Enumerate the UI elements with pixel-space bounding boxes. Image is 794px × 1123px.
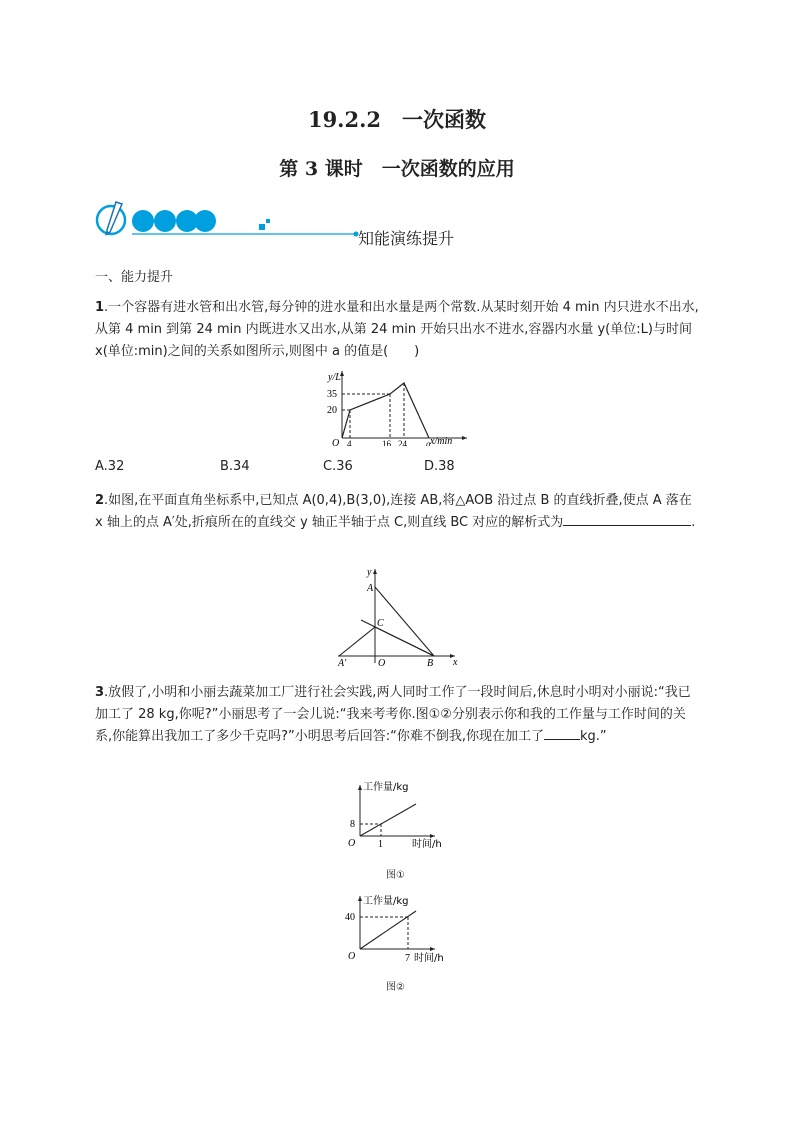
water-line — [342, 383, 429, 438]
x-axis-label: 时间/h — [414, 953, 444, 964]
x-tick: a — [426, 439, 431, 446]
question-number: 2 — [95, 493, 105, 508]
answer-blank[interactable] — [563, 513, 691, 526]
y-axis-label: y/L — [328, 372, 341, 383]
origin-label: O — [332, 438, 340, 446]
point-a-prime-label: A′ — [338, 658, 347, 669]
q3-figure-2 — [340, 891, 455, 967]
x-tick: 24 — [398, 439, 407, 446]
x-axis-label: 时间/h — [412, 839, 442, 850]
question-text-end: kg.” — [580, 729, 607, 744]
x-tick: 16 — [382, 439, 391, 446]
option-c: C.36 — [323, 459, 353, 474]
figure-2-caption: 图② — [386, 982, 405, 993]
origin-label: O — [348, 951, 356, 962]
banner-dot — [194, 210, 216, 232]
x-tick: 1 — [378, 839, 383, 850]
option-d: D.38 — [424, 459, 455, 474]
point-b-label: B — [427, 658, 434, 669]
banner-square — [259, 224, 265, 230]
option-a: A.32 — [95, 459, 125, 474]
banner-dot — [154, 210, 176, 232]
question-2 — [95, 490, 700, 534]
answer-blank[interactable] — [544, 727, 580, 740]
x-axis-label: x/min — [430, 436, 453, 446]
question-number: 1 — [95, 300, 105, 315]
banner-square — [266, 219, 270, 223]
y-tick: 20 — [327, 405, 337, 416]
question-number: 3 — [95, 685, 105, 700]
banner-label: 知能演练提升 — [358, 229, 455, 248]
question-text: .一个容器有进水管和出水管,每分钟的进水量和出水量是两个常数.从某时刻开始 4 min 内只进水不出水,从第 4 min 到第 24 min 内既进水又出水,从第 24 min 开始只出水不进水,容器内水量 y(单位:L)与时间 x(单位:min)之间的关系如图所示,则图中 a 的值是( ) — [95, 300, 699, 359]
x-axis-label: x — [453, 657, 458, 668]
point-c-label: C — [377, 618, 384, 629]
option-b: B.34 — [220, 459, 250, 474]
segment-ab — [375, 587, 434, 656]
question-text-end: . — [691, 515, 696, 530]
origin-label: O — [378, 658, 386, 669]
origin-label: O — [348, 838, 356, 849]
section-banner — [92, 198, 362, 244]
figure-1-caption: 图① — [386, 870, 405, 881]
y-tick: 8 — [350, 819, 355, 830]
pen-logo-icon — [97, 202, 125, 236]
section-heading: 一、能力提升 — [95, 270, 174, 285]
y-tick: 35 — [327, 389, 337, 400]
fold-line — [361, 620, 434, 656]
y-axis-label: 工作量/kg — [363, 782, 409, 793]
q3-figure-1 — [340, 780, 450, 852]
work-line — [360, 804, 416, 836]
q1-graph — [322, 366, 472, 446]
question-text: .如图,在平面直角坐标系中,已知点 A(0,4),B(3,0),连接 AB,将△AOB 沿过点 B 的直线折叠,使点 A 落在 x 轴上的点 A′处,折痕所在的直线交 y 轴正半轴于点 C,则直线 BC 对应的解析式为 — [95, 493, 692, 530]
question-3 — [95, 682, 700, 748]
question-text: .放假了,小明和小丽去蔬菜加工厂进行社会实践,两人同时工作了一段时间后,休息时小明对小丽说:“我已加工了 28 kg,你呢?”小丽思考了一会儿说:“我来考考你.图①②分别表示你和我的工作量与工作时间的关系,你能算出我加工了多少千克吗?”小明思考后回答:“你难不倒我,你现在加工了 — [95, 685, 691, 744]
banner-dot — [132, 210, 154, 232]
x-tick: 4 — [347, 439, 352, 446]
page-subtitle: 第 3 课时 一次函数的应用 — [279, 158, 515, 180]
point-a-label: A — [367, 583, 374, 594]
y-tick: 40 — [345, 912, 355, 923]
q2-figure — [333, 563, 463, 671]
y-axis-label: 工作量/kg — [363, 896, 409, 907]
y-axis-label: y — [367, 567, 372, 578]
segment-a-prime-c — [339, 627, 375, 656]
page-title: 19.2.2 一次函数 — [307, 107, 487, 132]
x-tick: 7 — [405, 953, 410, 964]
question-1 — [95, 297, 700, 363]
